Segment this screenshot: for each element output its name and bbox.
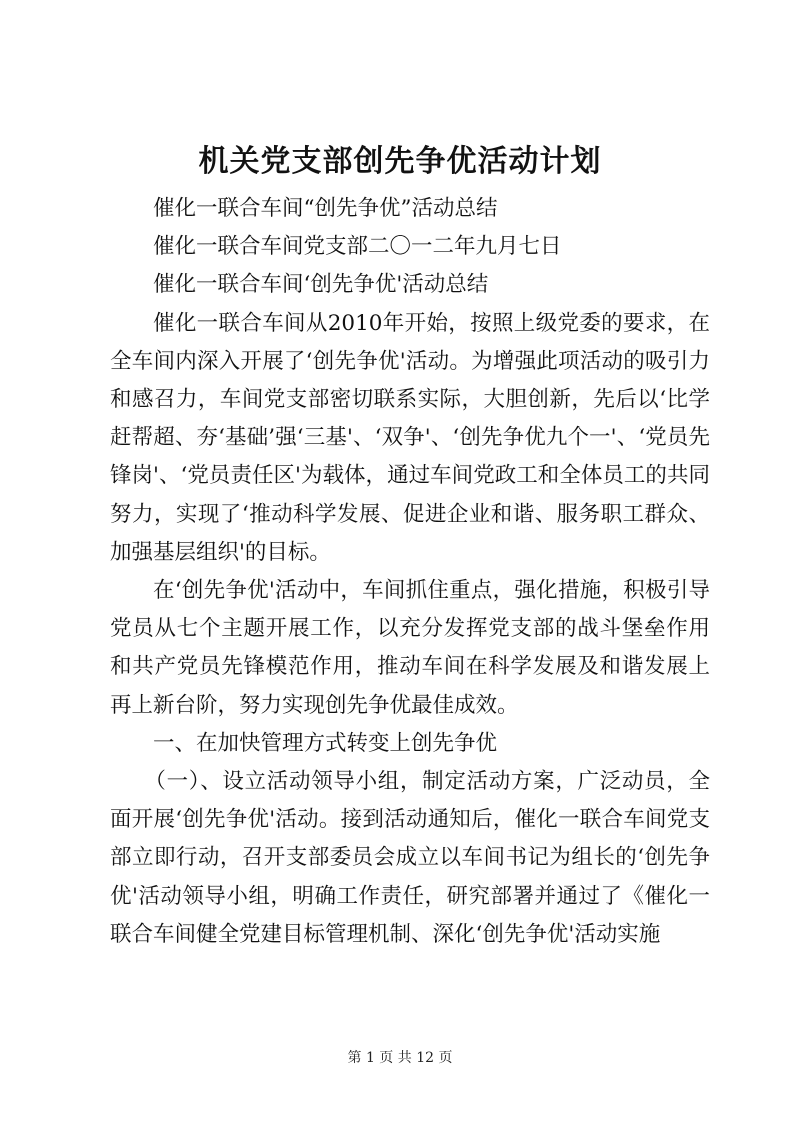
document-title: 机关党支部创先争优活动计划	[198, 144, 602, 179]
paragraph-intro: 催化一联合车间从2010年开始，按照上级党委的要求，在全车间内深入开展了‘创先争优'活动。为增强此项活动的吸引力和感召力，车间党支部密切联系实际，大胆创新，先后以‘比学赶帮超、夯‘基础’强‘三基'、‘双争'、‘创先争优九个一'、‘党员先锋岗'、‘党员责任区'为载体，通过车间党政工和全体员工的共同努力，实现了‘推动科学发展、促进企业和谐、服务职工群众、加强基层组织'的目标。	[110, 310, 710, 565]
paragraph-summary-heading: 催化一联合车间“创先争优”活动总结	[153, 196, 498, 221]
paragraph-summary-subtitle: 催化一联合车间‘创先争优'活动总结	[153, 272, 489, 298]
section-heading-1: 一、在加快管理方式转变上创先争优	[153, 730, 498, 756]
paragraph-focus: 在‘创先争优'活动中，车间抓住重点，强化措施，积极引导党员从七个主题开展工作，以充分发挥党支部的战斗堡垒作用和共产党员先锋模范作用，推动车间在科学发展及和谐发展上再上新台阶，努力实现创先争优最佳成效。	[110, 578, 710, 718]
document-body	[110, 190, 710, 954]
page-number-footer: 第 1 页 共 12 页	[347, 1050, 453, 1066]
paragraph-author-date: 催化一联合车间党支部二〇一二年九月七日	[153, 234, 562, 260]
paragraph-subsection-1: （一）、设立活动领导小组，制定活动方案，广泛动员，全面开展‘创先争优'活动。接到活动通知后，催化一联合车间党支部立即行动，召开支部委员会成立以车间书记为组长的‘创先争优'活动领导小组，明确工作责任，研究部署并通过了《催化一联合车间健全党建目标管理机制、深化‘创先争优'活动实施	[110, 769, 710, 947]
